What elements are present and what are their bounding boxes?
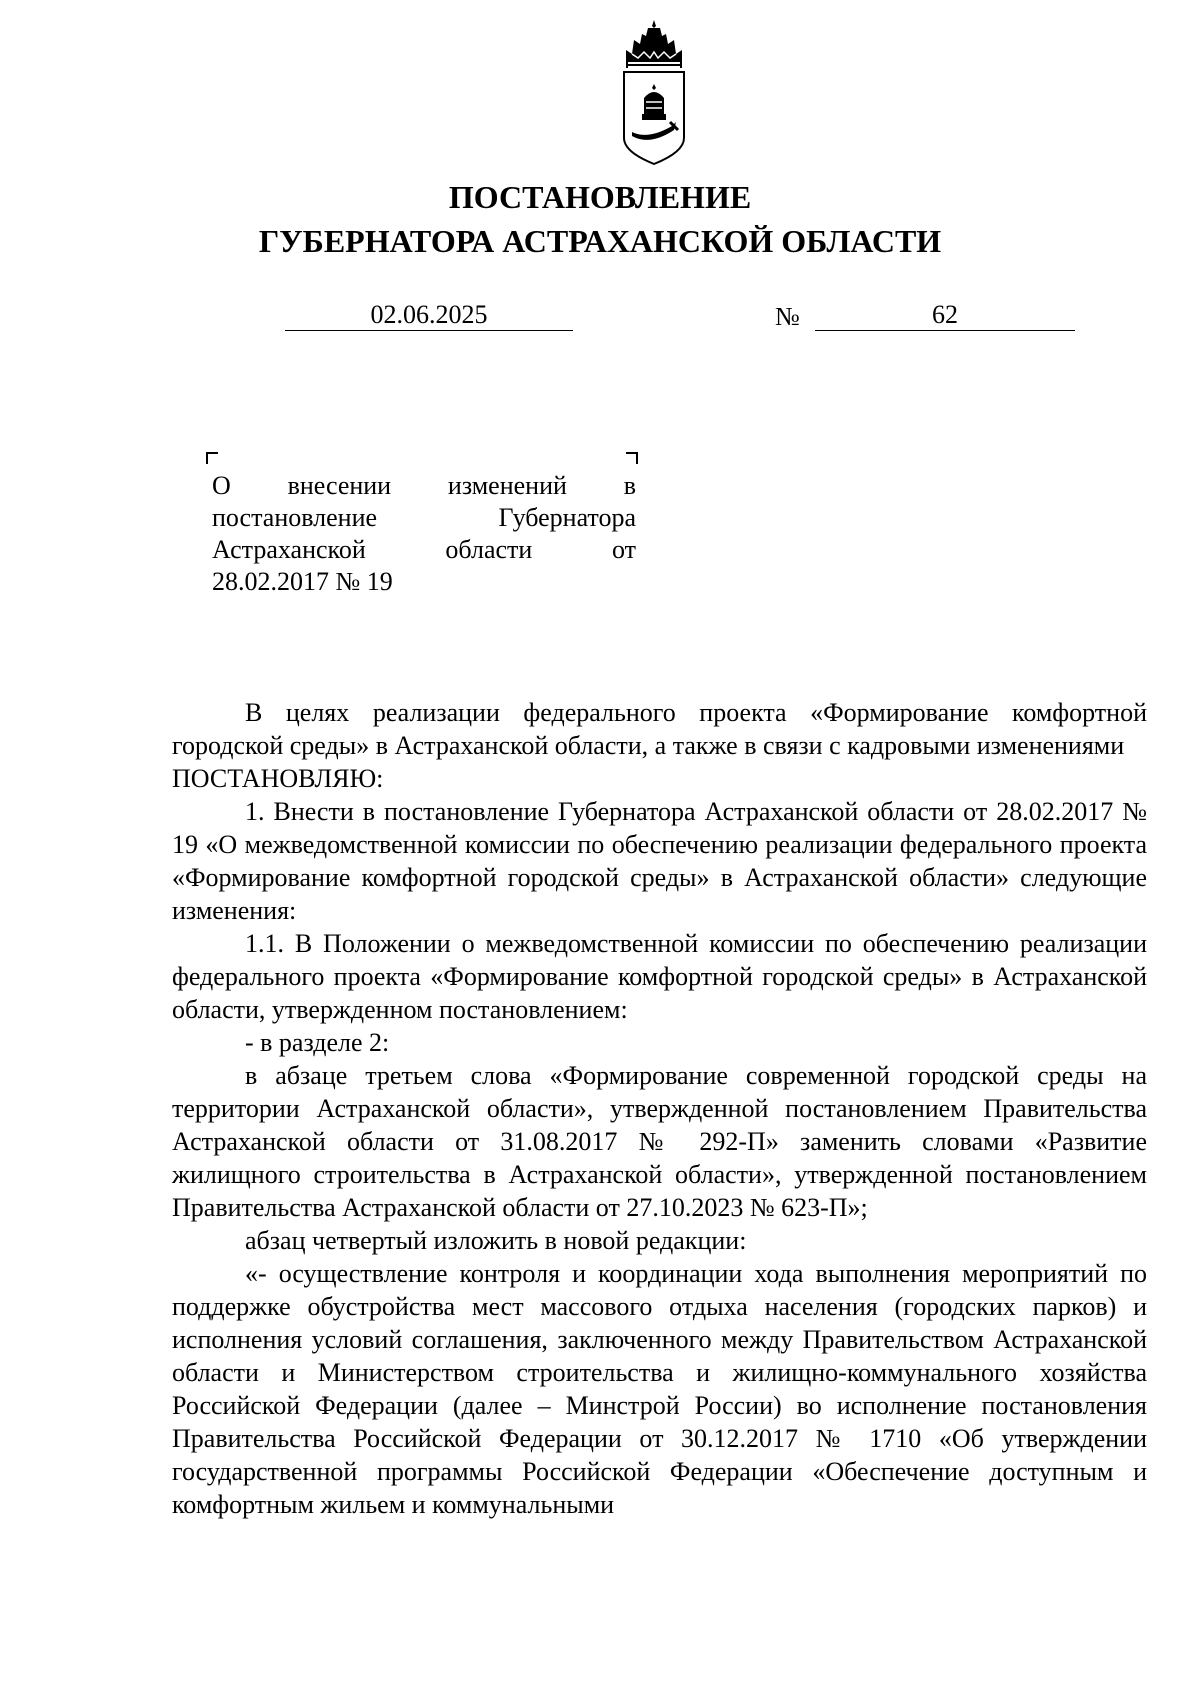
clause-1-paragraph: 1. Внести в постановление Губернатора Астраханской области от 28.02.2017 № 19 «О межведомственной комиссии по обеспечению реализации федерального проекта «Формирование комфортной городской среды» в Астраханской области» следующие изменения:	[172, 797, 1147, 925]
subject-line-1: О внесении изменений в	[212, 471, 636, 500]
fourth-subparagraph-paragraph: абзац четвертый изложить в новой редакции:	[245, 1226, 747, 1255]
document-type-title: ПОСТАНОВЛЕНИЕ	[448, 179, 752, 215]
document-date: 02.06.2025	[285, 300, 573, 331]
preamble-paragraph: В целях реализации федерального проекта «Формирование комфортной городской среды» в Астраханской области, а также в связи с кадровыми изменениями	[172, 698, 1147, 760]
subject-bracket-right	[626, 452, 638, 464]
section-2-paragraph: - в разделе 2:	[245, 1028, 390, 1057]
issuing-authority-title: ГУБЕРНАТОРА АСТРАХАНСКОЙ ОБЛАСТИ	[258, 223, 942, 259]
resolves-heading: ПОСТАНОВЛЯЮ:	[172, 764, 384, 793]
coat-of-arms-icon	[618, 18, 690, 168]
subject-line-3: Астраханской области от	[212, 535, 636, 564]
document-number: 62	[815, 300, 1075, 331]
subject-bracket-left	[206, 452, 218, 464]
document-subject	[212, 470, 636, 598]
clause-1-1-paragraph: 1.1. В Положении о межведомственной комиссии по обеспечению реализации федерального проекта «Формирование комфортной городской среды» в Астраханской области, утвержденном постановлением:	[172, 929, 1147, 1024]
number-label: №	[775, 302, 800, 331]
subject-line-2: постановление Губернатора	[212, 503, 636, 532]
third-subparagraph-paragraph: в абзаце третьем слова «Формирование современной городской среды на территории Астраханской области», утвержденной постановлением Правительства Астраханской области от 31.08.2017 № 292-П» заменить словами «Развитие жилищного строительства в Астраханской области», утвержденной постановлением Правительства Астраханской области от 27.10.2023 № 623-П»;	[172, 1061, 1147, 1222]
new-wording-paragraph: «- осуществление контроля и координации хода выполнения мероприятий по поддержке обустройства мест массового отдыха населения (городских парков) и исполнения условий соглашения, заключенного между Правительством Астраханской области и Министерством строительства и жилищно-коммунального хозяйства Российской Федерации (далее – Минстрой России) во исполнение постановления Правительства Российской Федерации от 30.12.2017 № 1710 «Об утверждении государственной программы Российской Федерации «Обеспечение доступным и комфортным жильем и коммунальными	[172, 1259, 1147, 1519]
document-body	[172, 696, 1147, 1521]
subject-line-4: 28.02.2017 № 19	[212, 567, 393, 596]
